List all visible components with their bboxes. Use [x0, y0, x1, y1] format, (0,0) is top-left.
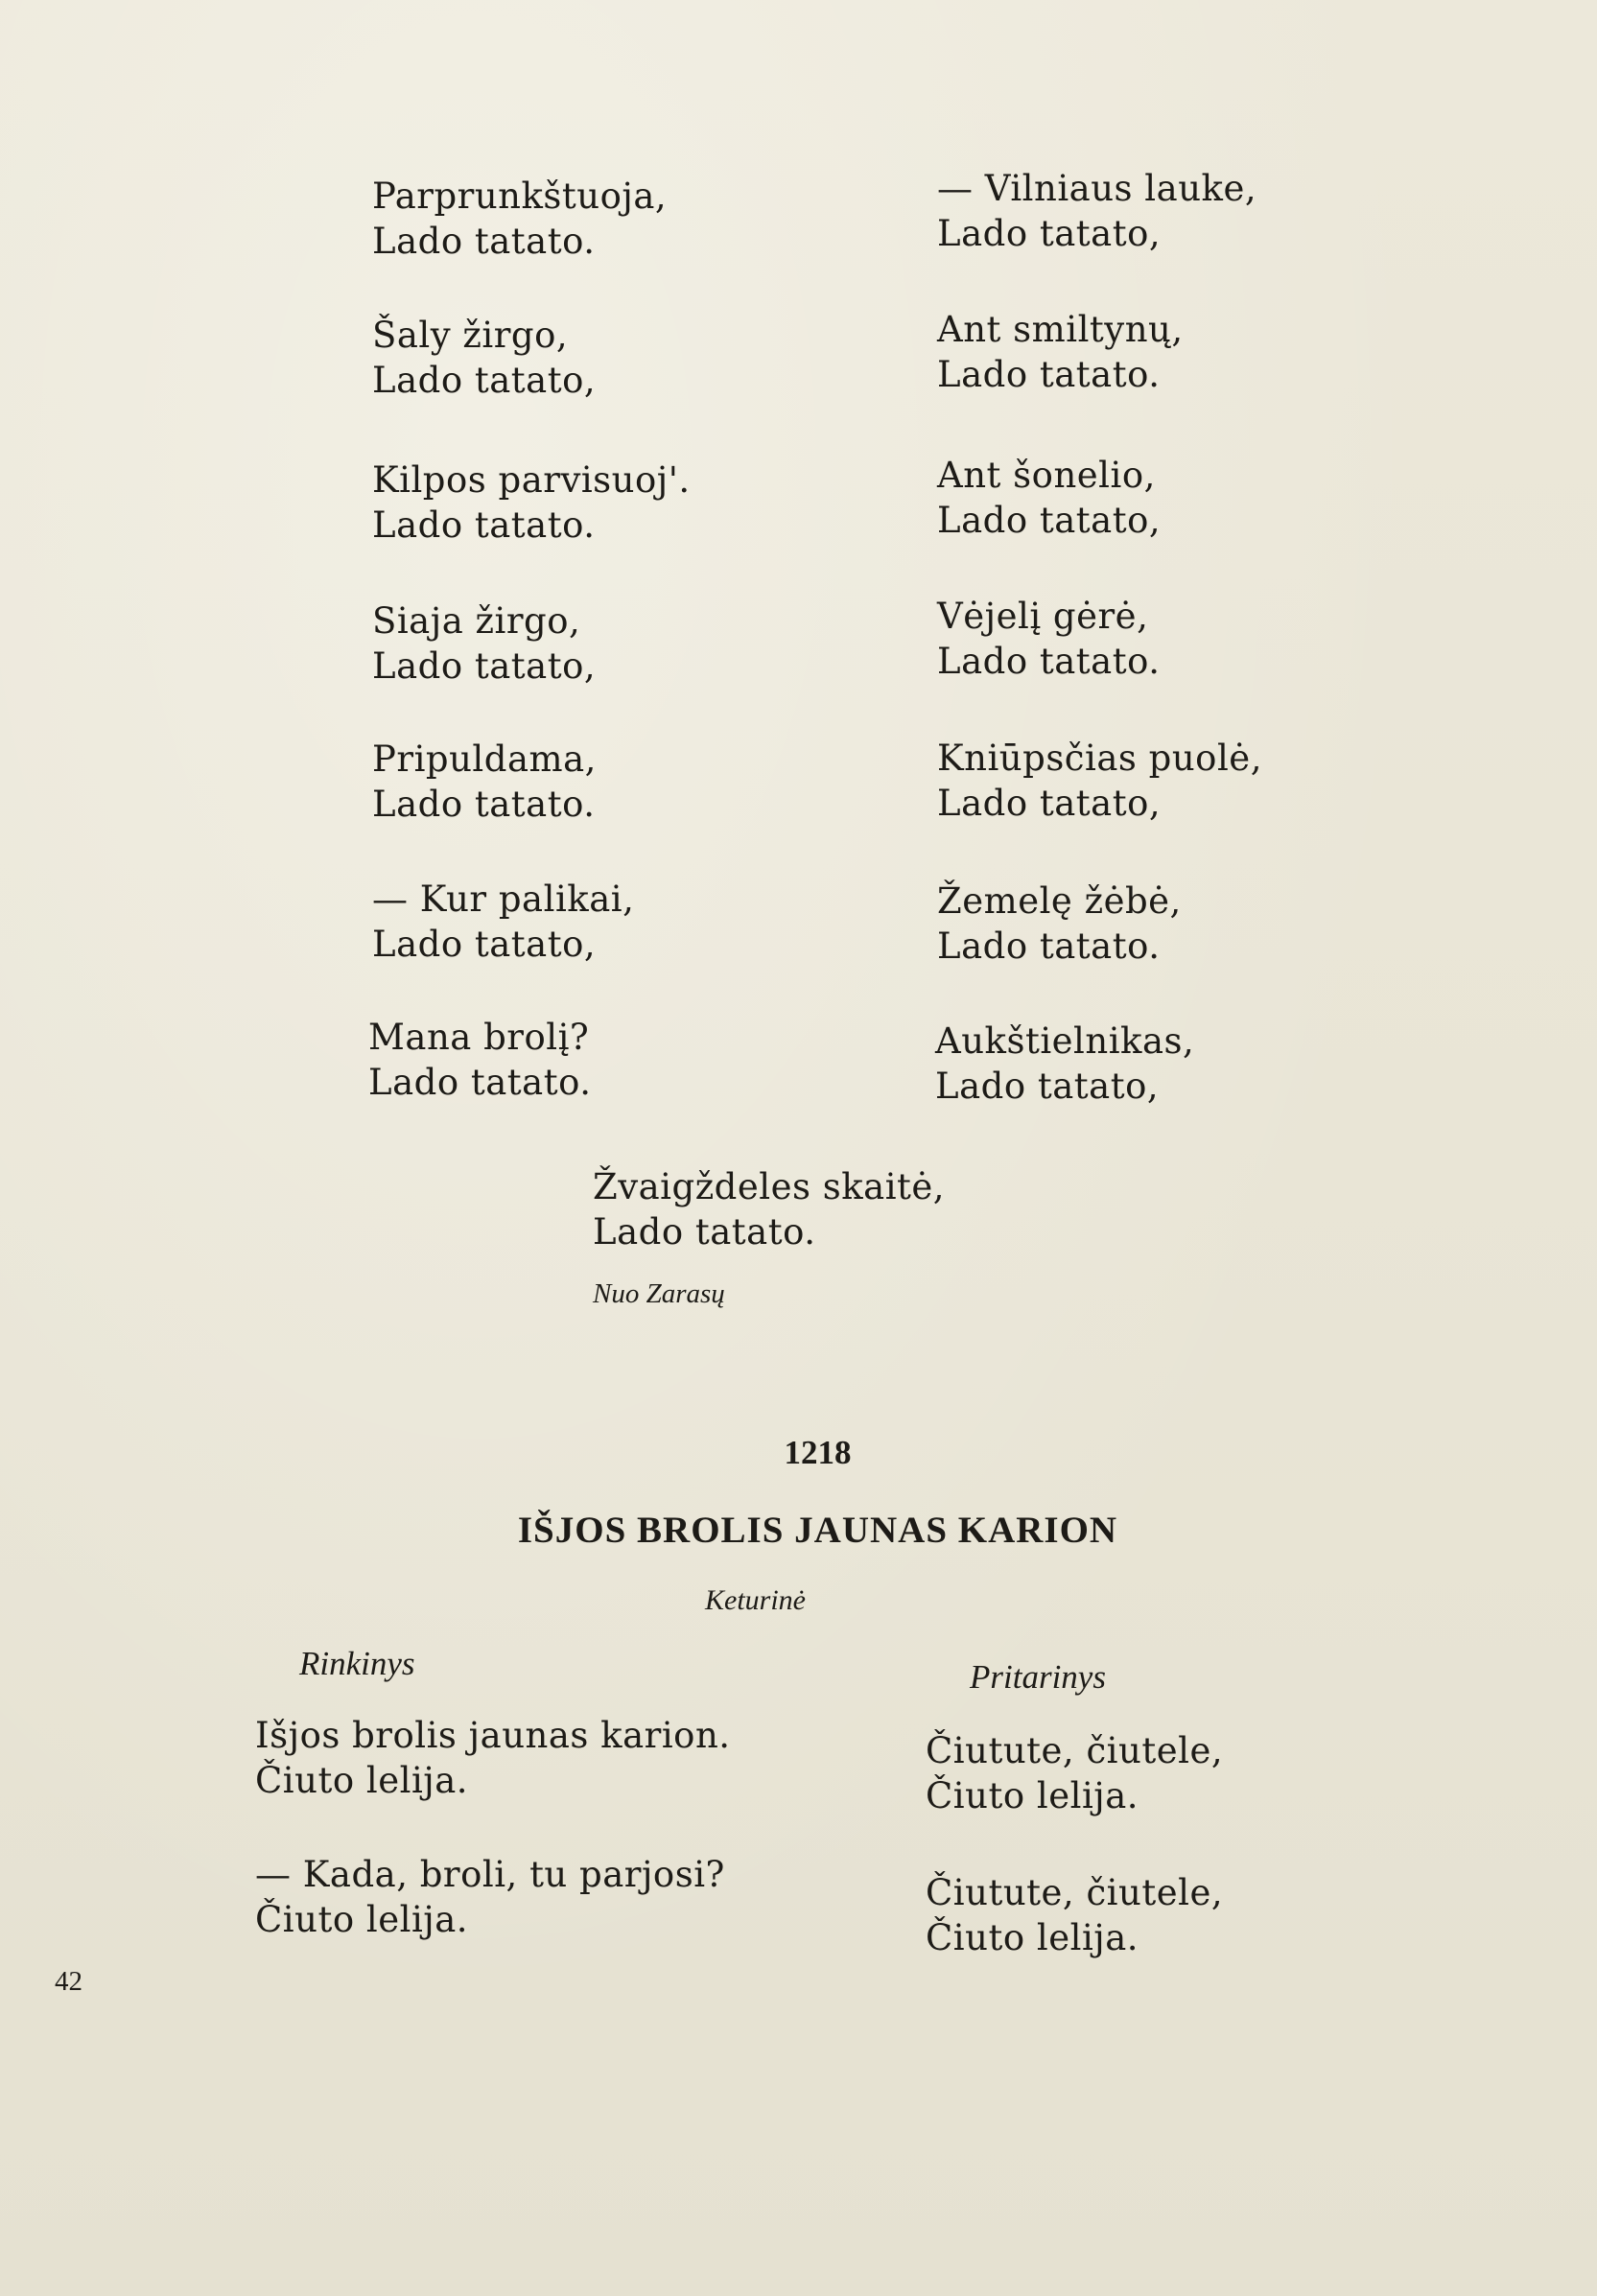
refrain-line: Lado tatato.	[937, 641, 1161, 682]
refrain-line: Lado tatato.	[937, 354, 1161, 395]
refrain-line: Lado tatato.	[372, 221, 596, 262]
verse-line: Siaja žirgo,	[372, 600, 581, 642]
right-stanza-4	[937, 594, 1160, 684]
source-note: Nuo Zarasų	[593, 1278, 725, 1309]
left-stanza-1	[372, 174, 667, 264]
page-number: 42	[55, 1966, 82, 1997]
refrain-line: Lado tatato,	[372, 924, 597, 965]
refrain-line: Lado tatato,	[935, 1066, 1160, 1107]
left-stanza-3	[372, 457, 691, 548]
refrain-line: Lado tatato.	[372, 784, 596, 825]
verse-line: Aukštielnikas,	[935, 1020, 1195, 1062]
rinkinys-heading: Rinkinys	[299, 1645, 415, 1682]
right-stanza-3	[937, 453, 1161, 543]
right-stanza-5	[937, 736, 1262, 826]
verse-line: Parprunkštuoja,	[372, 176, 668, 217]
final-stanza	[593, 1164, 945, 1254]
refrain-line: Čiuto lelija.	[926, 1917, 1139, 1958]
verse-line: Žemelę žėbė,	[937, 880, 1182, 922]
refrain-line: Lado tatato,	[372, 360, 597, 401]
refrain-line: Čiuto lelija.	[255, 1760, 469, 1801]
rinkinys-stanza-2	[255, 1852, 725, 1942]
left-stanza-2	[372, 313, 596, 403]
refrain-line: Lado tatato.	[368, 1062, 592, 1103]
right-stanza-6	[937, 879, 1182, 969]
verse-line: Čiutute, čiutele,	[926, 1872, 1224, 1913]
verse-line: Vėjelį gėrė,	[937, 596, 1149, 637]
left-stanza-7	[368, 1015, 591, 1105]
refrain-line: Čiuto lelija.	[926, 1775, 1139, 1816]
refrain-line: Lado tatato,	[937, 213, 1162, 254]
left-stanza-6	[372, 877, 634, 967]
pritarinys-heading: Pritarinys	[970, 1658, 1106, 1696]
right-stanza-2	[937, 307, 1184, 397]
left-stanza-4	[372, 598, 596, 689]
refrain-line: Lado tatato.	[593, 1211, 816, 1253]
refrain-line: Lado tatato.	[937, 925, 1161, 967]
verse-line: — Kada, broli, tu parjosi?	[255, 1854, 725, 1895]
verse-line: Ant šonelio,	[937, 455, 1156, 496]
refrain-line: Lado tatato.	[372, 504, 596, 546]
verse-line: Ant smiltynų,	[937, 309, 1184, 350]
refrain-line: Lado tatato,	[937, 500, 1162, 541]
song-subtitle: Keturinė	[705, 1584, 806, 1616]
verse-line: Mana brolį?	[368, 1017, 590, 1058]
refrain-line: Lado tatato,	[372, 645, 597, 687]
verse-line: — Vilniaus lauke,	[937, 168, 1257, 209]
verse-line: Pripuldama,	[372, 738, 597, 780]
verse-line: Kilpos parvisuoj'.	[372, 459, 691, 501]
right-stanza-1	[937, 166, 1256, 256]
verse-line: Kniūpsčias puolė,	[937, 738, 1262, 779]
refrain-line: Čiuto lelija.	[255, 1899, 469, 1940]
pritarinys-stanza-2	[926, 1870, 1223, 1960]
verse-line: — Kur palikai,	[372, 879, 635, 920]
right-stanza-7	[935, 1019, 1194, 1109]
song-title: IŠJOS BROLIS JAUNAS KARION	[517, 1510, 1118, 1551]
verse-line: Žvaigždeles skaitė,	[593, 1166, 946, 1207]
refrain-line: Lado tatato,	[937, 783, 1162, 824]
verse-line: Šaly žirgo,	[372, 315, 569, 356]
verse-line: Išjos brolis jaunas karion.	[255, 1715, 731, 1756]
pritarinys-stanza-1	[926, 1728, 1223, 1818]
song-number: 1218	[784, 1434, 852, 1471]
verse-line: Čiutute, čiutele,	[926, 1730, 1224, 1771]
left-stanza-5	[372, 737, 597, 827]
rinkinys-stanza-1	[255, 1713, 731, 1803]
